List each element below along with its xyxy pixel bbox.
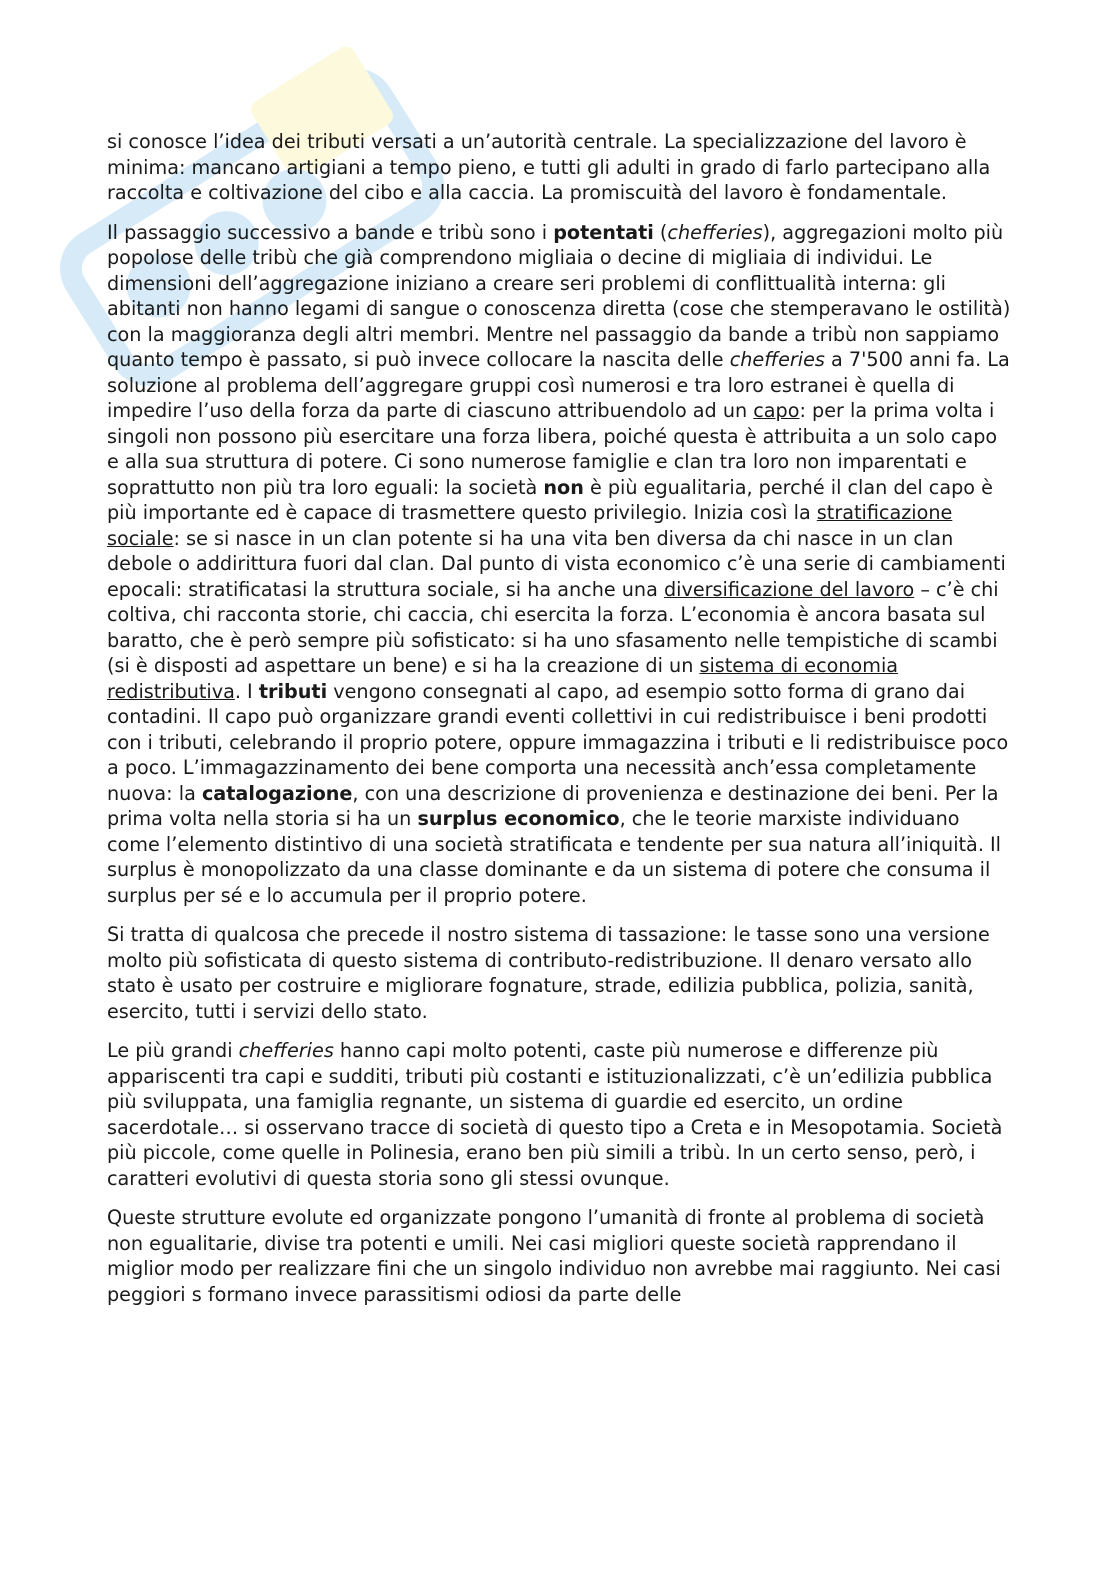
text-bold: tributi bbox=[258, 679, 328, 703]
text-run: vengono consegnati al capo, ad esempio sotto forma di grano dai contadini. Il capo può organizzare grandi eventi collettivi in cui redistribuisce i beni prodotti con i tributi, celebrando il proprio potere, oppure immagazzina i tributi e li redistribuisce poco a poco. L’immagazzinamento dei bene comporta una necessità anch’essa completamente nuova: la bbox=[107, 679, 1009, 805]
text-bold: surplus economico bbox=[417, 807, 620, 830]
text-run: Si tratta di qualcosa che precede il nostro sistema di tassazione: le tasse sono una versione molto più sofisticata di questo sistema di contributo-redistribuzione. Il denaro versato allo stato è usato per costruire e migliorare fognature, strade, edilizia pubblica, polizia, sanità, esercito, tutti i servizi dello stato. bbox=[107, 923, 990, 1023]
text-run: – c’è chi coltiva, chi racconta storie, chi caccia, chi esercita la forza. L’economia è ancora basata sul baratto, che è però sempre più sofisticato: si ha uno sfasamento nelle tempistiche di scambi (si è disposti ad aspettare un bene) e si ha la creazione di un bbox=[107, 577, 999, 677]
text-run: . I bbox=[234, 679, 259, 703]
text-run: Queste strutture evolute ed organizzate pongono l’umanità di fronte al problema di società non egualitarie, divise tra potenti e umili. Nei casi migliori queste società rapprendano il miglior modo per realizzare fini che un singolo individuo non avrebbe mai raggiunto. Nei casi peggiori s formano invece parassitismi odiosi da parte delle bbox=[107, 1206, 1001, 1306]
text-italic: chefferies bbox=[667, 220, 763, 244]
paragraph bbox=[107, 1038, 1012, 1191]
text-run: si conosce l’idea dei tributi versati a un’autorità centrale. La specializzazione del lavoro è minima: mancano artigiani a tempo pieno, e tutti gli adulti in grado di farlo partecipano alla raccolta e coltivazione del cibo e alla caccia. La promiscuità del lavoro è fondamentale. bbox=[107, 130, 991, 204]
text-run: a 7'500 anni fa. La soluzione al problema dell’aggregare gruppi così numerosi e tra loro estranei è quella di impedire l’uso della forza da parte di ciascuno attribuendolo ad un bbox=[107, 348, 1010, 422]
text-bold: non bbox=[543, 475, 584, 499]
text-underlined: diversificazione del lavoro bbox=[663, 577, 915, 601]
text-italic: chefferies bbox=[238, 1039, 334, 1062]
document-page bbox=[107, 129, 1012, 1321]
text-run: hanno capi molto potenti, caste più numerose e differenze più appariscenti tra capi e sudditi, tributi più costanti e istituzionalizzati, c’è un’edilizia pubblica più sviluppata, una famiglia regnante, un sistema di guardie ed esercito, un ordine sacerdotale… si osservano tracce di società di questo tipo a Creta e in Mesopotamia. Società più piccole, come quelle in Polinesia, erano ben più simili a tribù. In un certo senso, però, i caratteri evolutivi di questa storia sono gli stessi ovunque. bbox=[107, 1039, 1003, 1190]
paragraph bbox=[107, 922, 1012, 1024]
text-run: : per la prima volta i singoli non possono più esercitare una forza libera, poiché questa è attribuita a un solo capo e alla sua struttura di potere. Ci sono numerose famiglie e clan tra loro non imparentati e soprattutto non più tra loro eguali: la società bbox=[107, 399, 998, 499]
text-run: , che le teorie marxiste individuano come l’elemento distintivo di una società stratificata e tendente per sua natura all’iniquità. Il surplus è monopolizzato da una classe dominante e da un sistema di potere che consuma il surplus per sé e lo accumula per il proprio potere. bbox=[107, 807, 1002, 907]
text-run: è più egualitaria, perché il clan del capo è più importante ed è capace di trasmettere questo privilegio. Inizia così la bbox=[107, 475, 993, 524]
text-run: Le più grandi bbox=[107, 1039, 239, 1062]
text-underlined: stratificazione sociale bbox=[107, 501, 953, 550]
text-run: Il passaggio successivo a bande e tribù sono i bbox=[107, 220, 554, 244]
text-run: ), aggregazioni molto più popolose delle tribù che già comprendono migliaia o decine di migliaia di individui. Le dimensioni dell’aggregazione iniziano a creare seri problemi di conflittualità interna: gli abitanti non hanno legami di sangue o conoscenza diretta (cose che stemperavano le ostilità) con la maggioranza degli altri membri. Mentre nel passaggio da bande a tribù non sappiamo quanto tempo è passato, si può invece collocare la nascita delle bbox=[107, 220, 1011, 371]
text-underlined: sistema di economia redistributiva bbox=[107, 654, 899, 703]
paragraph bbox=[107, 129, 1012, 206]
text-italic: chefferies bbox=[729, 348, 825, 371]
text-bold: potentati bbox=[553, 220, 654, 244]
text-underlined: capo bbox=[753, 399, 800, 422]
text-run: ( bbox=[653, 220, 668, 244]
text-run: , con una descrizione di provenienza e destinazione dei beni. Per la prima volta nella storia si ha un bbox=[107, 781, 999, 830]
paragraph bbox=[107, 220, 1012, 909]
text-bold: catalogazione bbox=[201, 781, 353, 805]
paragraph bbox=[107, 1205, 1012, 1307]
text-run: : se si nasce in un clan potente si ha una vita ben diversa da chi nasce in un clan debole o addirittura fuori dal clan. Dal punto di vista economico c’è una serie di cambiamenti epocali: stratificatasi la struttura sociale, si ha anche una bbox=[107, 526, 1006, 601]
